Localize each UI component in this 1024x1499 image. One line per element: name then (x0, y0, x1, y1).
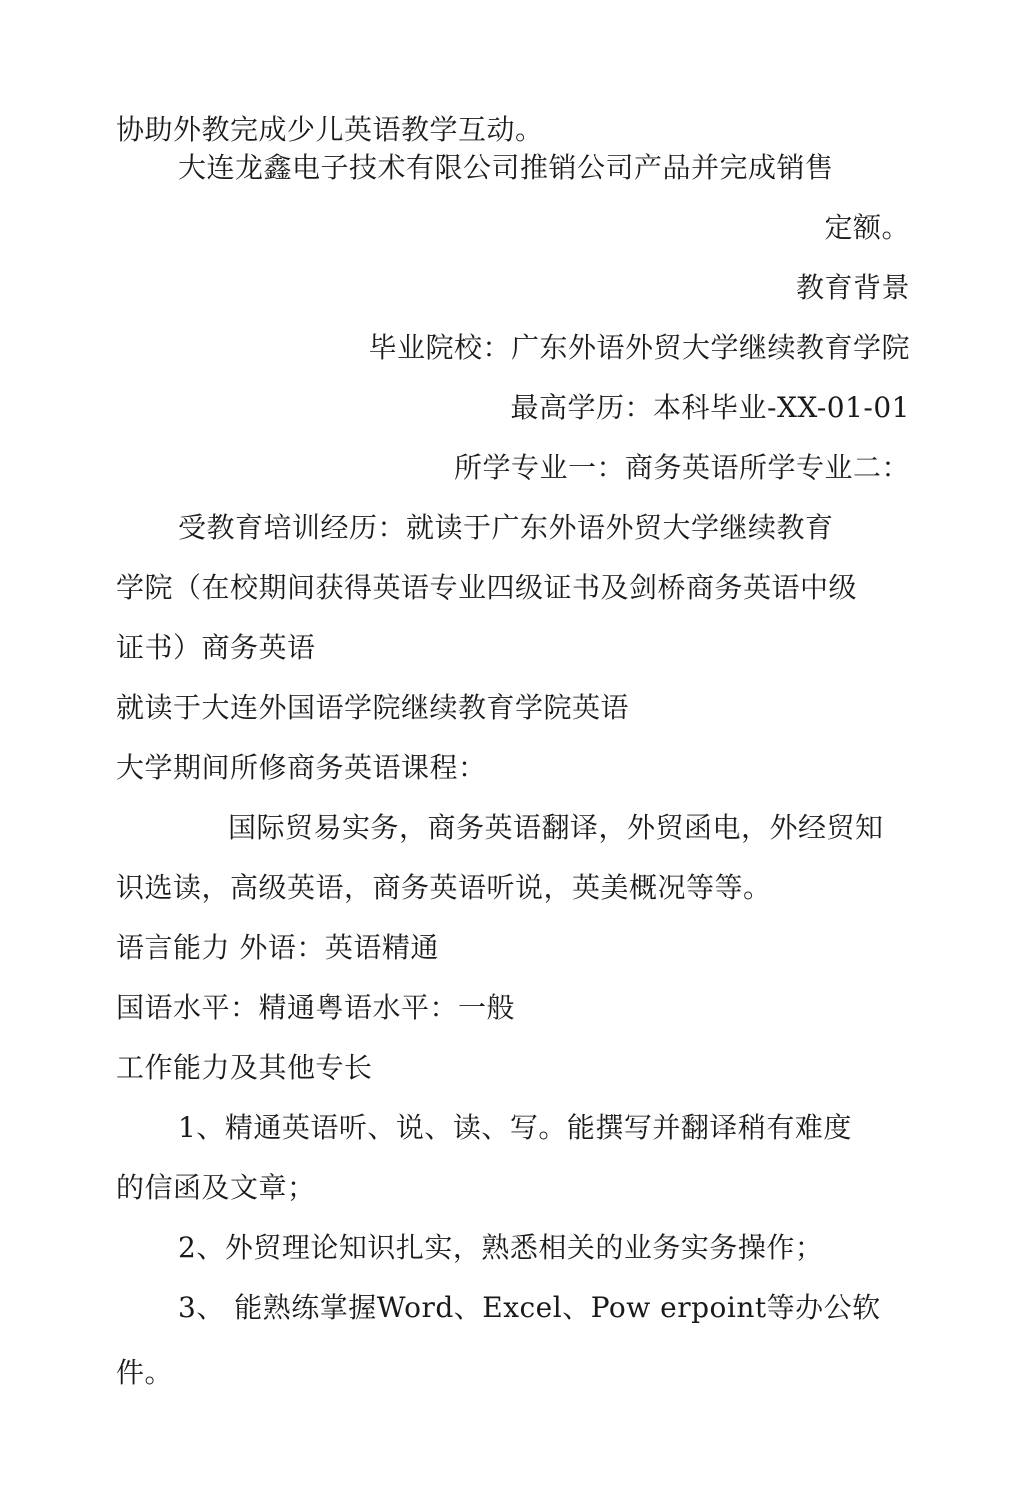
text-line: 学院（在校期间获得英语专业四级证书及剑桥商务英语中级 (116, 571, 858, 604)
text-line: 最高学历：本科毕业-XX-01-01 (510, 391, 910, 424)
text-line: 国际贸易实务，商务英语翻译，外贸函电，外经贸知 (228, 811, 884, 844)
text-line: 定额。 (824, 211, 910, 244)
text-line: 证书）商务英语 (116, 631, 316, 664)
text-line: 2、外贸理论知识扎实，熟悉相关的业务实务操作； (178, 1231, 824, 1264)
text-line: 大连龙鑫电子技术有限公司推销公司产品并完成销售 (178, 151, 834, 184)
text-line: 协助外教完成少儿英语教学互动。 (116, 113, 544, 146)
text-line: 1、精通英语听、说、读、写。能撰写并翻译稍有难度 (178, 1111, 852, 1144)
text-line: 大学期间所修商务英语课程： (116, 751, 487, 784)
text-line: 受教育培训经历：就读于广东外语外贸大学继续教育 (178, 511, 834, 544)
text-line: 3、 能熟练掌握Word、Excel、Pow erpoint等办公软 (178, 1291, 881, 1324)
text-line: 国语水平：精通粤语水平：一般 (116, 991, 516, 1024)
text-line: 识选读，高级英语，商务英语听说，英美概况等等。 (116, 871, 772, 904)
text-line: 语言能力 外语：英语精通 (116, 931, 439, 964)
text-line: 就读于大连外国语学院继续教育学院英语 (116, 691, 630, 724)
text-line: 的信函及文章； (116, 1171, 316, 1204)
section-heading: 工作能力及其他专长 (116, 1051, 373, 1084)
text-line: 件。 (116, 1356, 174, 1389)
text-line: 所学专业一：商务英语所学专业二： (453, 451, 910, 484)
text-line: 毕业院校：广东外语外贸大学继续教育学院 (368, 331, 910, 364)
section-heading: 教育背景 (795, 271, 910, 304)
